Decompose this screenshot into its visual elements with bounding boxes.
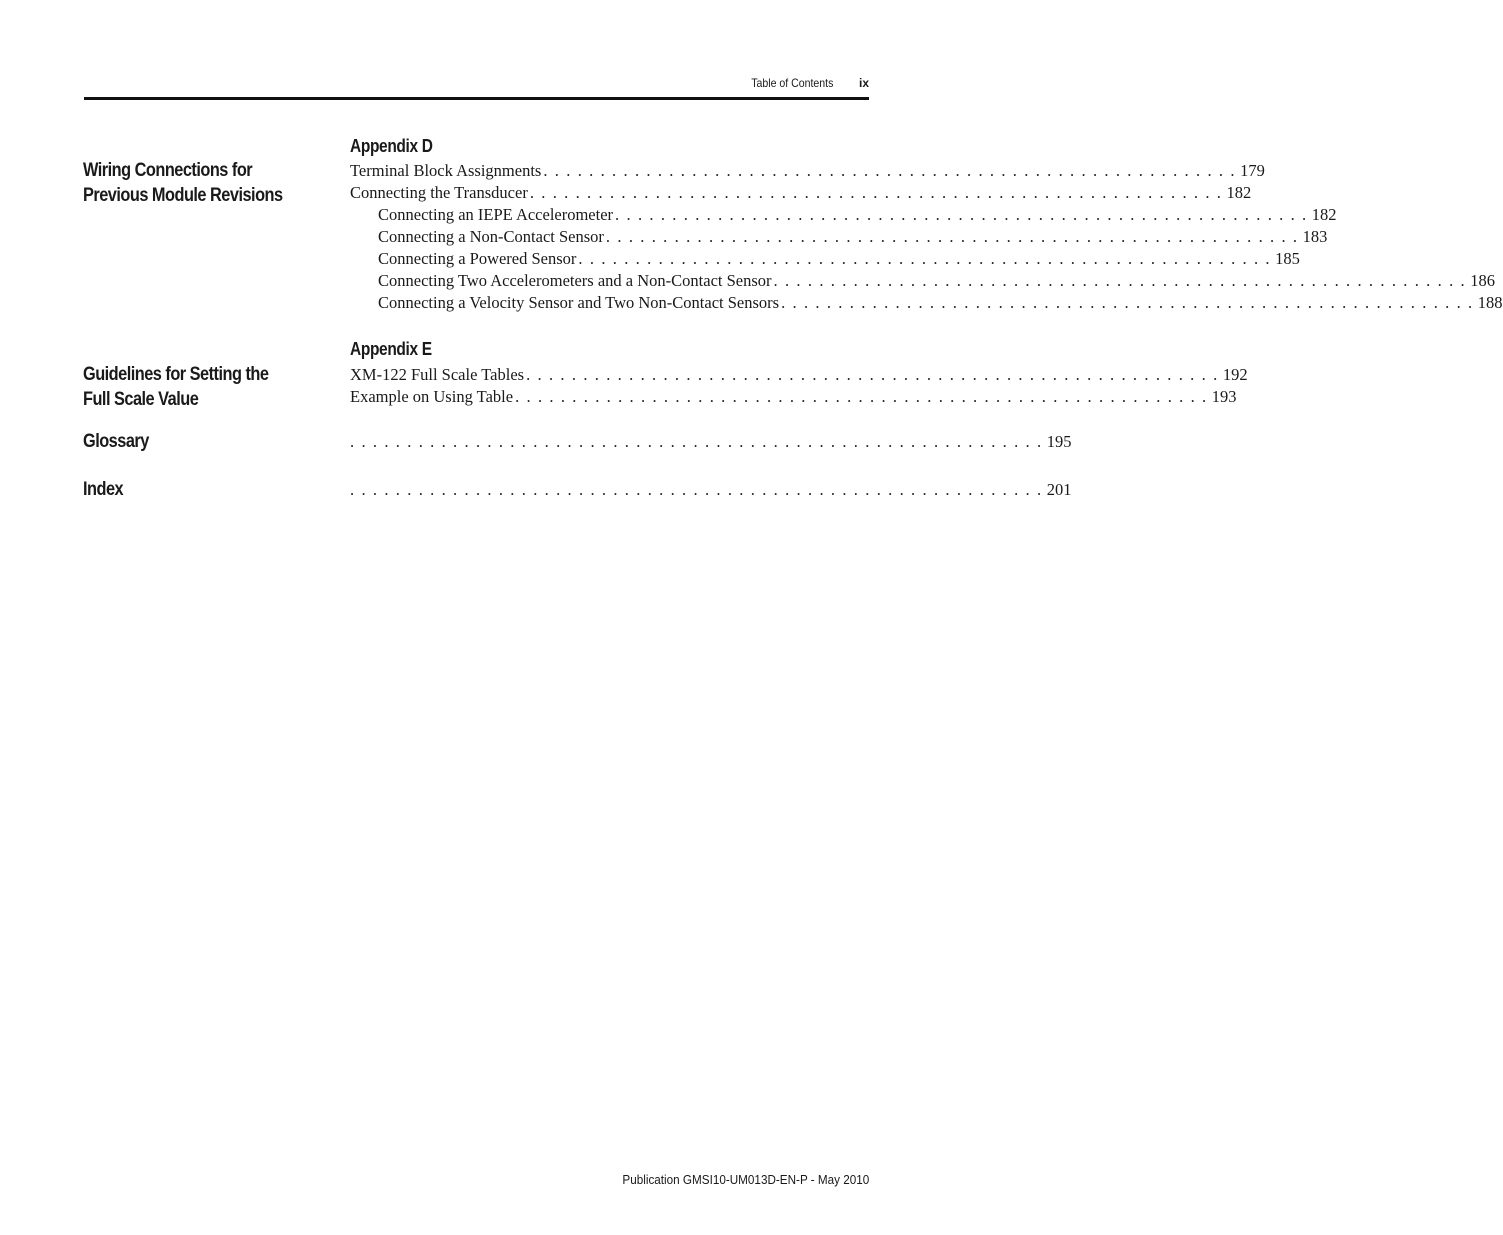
toc-subentry[interactable]	[350, 204, 1337, 226]
toc-entry-page: 179	[1240, 161, 1265, 180]
toc-subentry[interactable]	[350, 292, 1503, 314]
dot-leader: . . . . . . . . . . . . . . . . . . . . . . . . . . . . . . . . . . . . . . . . . . . . . . . . . . . . . . . . . . . . .	[526, 365, 1219, 384]
toc-entry-title: Connecting the Transducer	[350, 183, 528, 202]
appendix-e-entries	[350, 364, 1248, 408]
toc-entry-title: Connecting a Velocity Sensor and Two Non-Contact Sensors	[378, 293, 780, 312]
appendix-d-label: Appendix D	[350, 136, 433, 156]
toc-entry-page: 188	[1477, 293, 1503, 312]
toc-entry[interactable]	[350, 364, 1248, 386]
toc-subentry[interactable]	[350, 270, 1496, 292]
toc-subentry[interactable]	[350, 226, 1328, 248]
toc-entry[interactable]	[350, 479, 1072, 501]
dot-leader: . . . . . . . . . . . . . . . . . . . . . . . . . . . . . . . . . . . . . . . . . . . . . . . . . . . . . . . . . . . . .	[773, 271, 1467, 290]
appendix-e-title[interactable]: Guidelines for Setting the Full Scale Value	[83, 364, 269, 410]
toc-entry-title: Connecting a Powered Sensor	[378, 249, 577, 268]
header-page-number: ix	[858, 76, 869, 90]
appendix-d-entries	[350, 160, 1503, 314]
toc-subentry[interactable]	[350, 248, 1300, 270]
glossary-title[interactable]: Glossary	[83, 431, 149, 452]
header-section-title: Table of Contents	[750, 76, 833, 90]
dot-leader: . . . . . . . . . . . . . . . . . . . . . . . . . . . . . . . . . . . . . . . . . . . . . . . . . . . . . . . . . . . . .	[350, 480, 1043, 499]
toc-entry-page: 186	[1470, 271, 1496, 290]
toc-entry-title: Connecting a Non-Contact Sensor	[378, 227, 604, 246]
toc-entry-title: Example on Using Table	[350, 387, 514, 406]
toc-entry-title: Connecting an IEPE Accelerometer	[378, 205, 614, 224]
header-rule	[84, 97, 869, 100]
dot-leader: . . . . . . . . . . . . . . . . . . . . . . . . . . . . . . . . . . . . . . . . . . . . . . . . . . . . . . . . . . . . .	[605, 227, 1299, 246]
glossary-entry	[350, 431, 1072, 453]
toc-entry-title: Terminal Block Assignments	[350, 161, 542, 180]
dot-leader: . . . . . . . . . . . . . . . . . . . . . . . . . . . . . . . . . . . . . . . . . . . . . . . . . . . . . . . . . . . . .	[781, 293, 1474, 312]
toc-entry-title: XM-122 Full Scale Tables	[350, 365, 525, 384]
dot-leader: . . . . . . . . . . . . . . . . . . . . . . . . . . . . . . . . . . . . . . . . . . . . . . . . . . . . . . . . . . . . .	[615, 205, 1308, 224]
footer-publication	[84, 1172, 869, 1187]
toc-entry-page: 193	[1211, 387, 1237, 406]
footer-publication-text: Publication GMSI10-UM013D-EN-P - May 2010	[622, 1172, 869, 1187]
dot-leader: . . . . . . . . . . . . . . . . . . . . . . . . . . . . . . . . . . . . . . . . . . . . . . . . . . . . . . . . . . . . .	[350, 432, 1043, 451]
index-title[interactable]: Index	[83, 479, 124, 500]
page-header	[84, 73, 869, 93]
appendix-d-title[interactable]: Wiring Connections for Previous Module Revisions	[83, 160, 283, 206]
toc-entry-page: 182	[1311, 205, 1337, 224]
toc-entry[interactable]	[350, 182, 1252, 204]
toc-entry[interactable]	[350, 431, 1072, 453]
toc-entry-page: 185	[1275, 249, 1300, 268]
toc-entry-page: 183	[1302, 227, 1328, 246]
toc-entry-page: 192	[1222, 365, 1248, 384]
toc-entry-page: 195	[1046, 432, 1072, 451]
toc-entry[interactable]	[350, 160, 1265, 182]
toc-entry-title: Connecting Two Accelerometers and a Non-Contact Sensor	[378, 271, 772, 290]
index-entry	[350, 479, 1072, 501]
toc-entry-page: 201	[1046, 480, 1072, 499]
dot-leader: . . . . . . . . . . . . . . . . . . . . . . . . . . . . . . . . . . . . . . . . . . . . . . . . . . . . . . . . . . . . .	[578, 249, 1272, 268]
dot-leader: . . . . . . . . . . . . . . . . . . . . . . . . . . . . . . . . . . . . . . . . . . . . . . . . . . . . . . . . . . . . .	[529, 183, 1223, 202]
toc-entry[interactable]	[350, 386, 1237, 408]
appendix-e-label: Appendix E	[350, 339, 432, 359]
dot-leader: . . . . . . . . . . . . . . . . . . . . . . . . . . . . . . . . . . . . . . . . . . . . . . . . . . . . . . . . . . . . .	[543, 161, 1237, 180]
toc-entry-page: 182	[1226, 183, 1252, 202]
dot-leader: . . . . . . . . . . . . . . . . . . . . . . . . . . . . . . . . . . . . . . . . . . . . . . . . . . . . . . . . . . . . .	[515, 387, 1208, 406]
